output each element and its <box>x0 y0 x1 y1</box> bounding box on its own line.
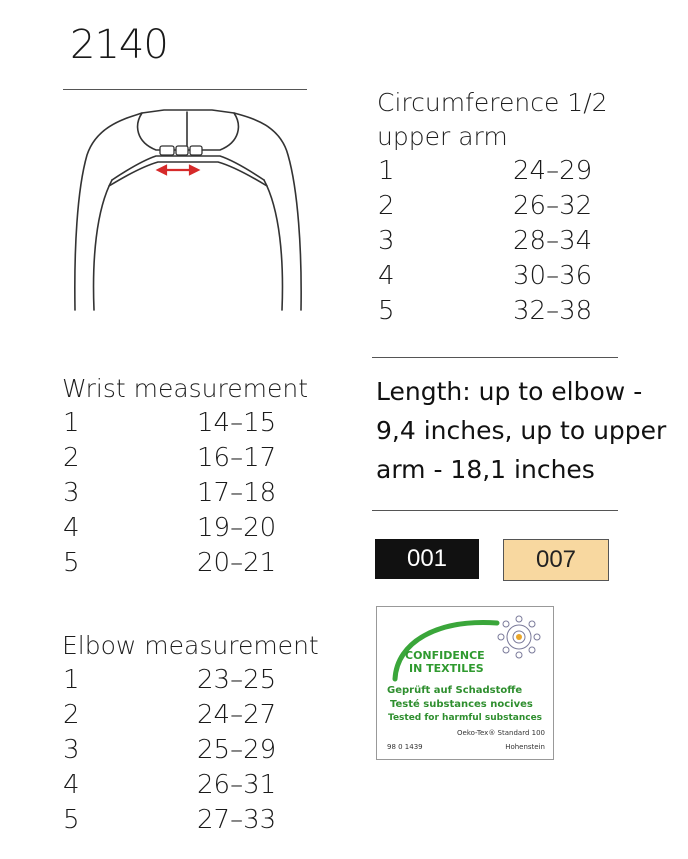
bolero-sketch-illustration <box>72 100 304 322</box>
upper-arm-divider <box>372 357 618 358</box>
certificate-city: Hohenstein <box>505 743 545 751</box>
color-swatch-007: 007 <box>503 539 609 581</box>
size-number: 3 <box>378 226 395 256</box>
size-number: 5 <box>63 805 80 835</box>
size-number: 1 <box>63 408 80 438</box>
certificate-german: Geprüft auf Schadstoffe <box>387 685 523 696</box>
size-number: 4 <box>63 770 80 800</box>
certificate-number: 98 0 1439 <box>387 743 423 751</box>
size-range: 14–15 <box>197 408 277 438</box>
upper-arm-heading-line1: Circumference 1/2 <box>377 88 608 117</box>
size-range: 30–36 <box>513 261 593 291</box>
certificate-english: Tested for harmful substances <box>388 713 543 723</box>
color-swatch-001: 001 <box>375 539 479 579</box>
size-number: 3 <box>63 478 80 508</box>
elbow-heading: Elbow measurement <box>62 631 319 660</box>
size-range: 28–34 <box>513 226 593 256</box>
certificate-french: Testé substances nocives <box>390 699 533 710</box>
size-range: 16–17 <box>197 443 277 473</box>
certificate-headline-line1: CONFIDENCE <box>405 649 485 662</box>
size-range: 24–29 <box>513 156 593 186</box>
length-line-1: Length: up to elbow - <box>376 377 643 406</box>
size-number: 1 <box>63 665 80 695</box>
size-range: 27–33 <box>197 805 277 835</box>
size-number: 2 <box>63 700 80 730</box>
length-line-3: arm - 18,1 inches <box>376 455 595 484</box>
size-range: 20–21 <box>197 548 277 578</box>
size-range: 26–32 <box>513 191 593 221</box>
title-divider <box>63 89 307 90</box>
certificate-headline-line2: IN TEXTILES <box>409 662 484 675</box>
product-number: 2140 <box>70 22 168 68</box>
size-number: 3 <box>63 735 80 765</box>
size-number: 4 <box>378 261 395 291</box>
upper-arm-heading-line2: upper arm <box>377 122 508 151</box>
oeko-tex-certificate <box>376 606 554 760</box>
size-range: 23–25 <box>197 665 277 695</box>
size-number: 5 <box>378 296 395 326</box>
size-number: 4 <box>63 513 80 543</box>
size-number: 2 <box>63 443 80 473</box>
size-number: 2 <box>378 191 395 221</box>
certificate-arc-logo <box>377 607 553 687</box>
size-range: 19–20 <box>197 513 277 543</box>
wrist-heading: Wrist measurement <box>62 374 309 403</box>
length-divider <box>372 510 618 511</box>
size-number: 5 <box>63 548 80 578</box>
size-range: 24–27 <box>197 700 277 730</box>
size-range: 32–38 <box>513 296 593 326</box>
certificate-headline <box>405 649 485 675</box>
size-range: 25–29 <box>197 735 277 765</box>
certificate-standard: Oeko-Tex® Standard 100 <box>457 729 545 737</box>
size-number: 1 <box>378 156 395 186</box>
size-range: 26–31 <box>197 770 277 800</box>
length-line-2: 9,4 inches, up to upper <box>376 416 667 445</box>
length-note <box>376 372 676 489</box>
size-range: 17–18 <box>197 478 277 508</box>
